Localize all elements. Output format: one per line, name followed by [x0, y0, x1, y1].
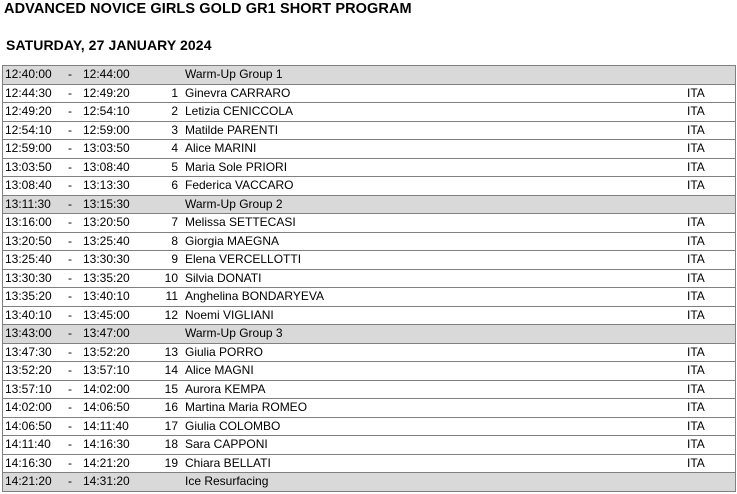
end-time: 13:25:40 [83, 233, 130, 248]
start-number: 5 [171, 159, 178, 174]
skater-name: Giulia COLOMBO [185, 418, 281, 433]
skater-name: Ginevra CARRARO [185, 85, 291, 100]
schedule-skater-row [3, 85, 735, 104]
start-number: 18 [164, 437, 178, 451]
start-time: 12:59:00 [5, 141, 52, 155]
skater-name: Letizia CENICCOLA [185, 104, 294, 118]
time-separator: - [68, 141, 72, 155]
start-time: 13:40:10 [5, 307, 52, 322]
time-separator: - [68, 474, 72, 488]
schedule-skater-row [3, 362, 735, 381]
document-title: ADVANCED NOVICE GIRLS GOLD GR1 SHORT PROGRAM [4, 1, 412, 17]
end-time: 13:20:50 [83, 215, 130, 229]
time-separator: - [68, 418, 72, 433]
schedule-skater-row [3, 214, 735, 233]
skater-name: Alice MARINI [185, 141, 257, 155]
schedule-group-row [3, 66, 735, 85]
start-number: 10 [164, 270, 178, 285]
schedule-skater-row [3, 233, 735, 252]
end-time: 14:06:50 [83, 400, 130, 414]
end-time: 14:02:00 [83, 381, 130, 396]
end-time: 14:31:20 [83, 474, 130, 488]
skater-name: Martina Maria ROMEO [185, 400, 308, 414]
time-separator: - [68, 270, 72, 285]
end-time: 14:16:30 [83, 437, 130, 451]
nation-code: ITA [687, 400, 705, 414]
time-separator: - [68, 381, 72, 396]
end-time: 13:13:30 [83, 178, 130, 192]
start-time: 12:49:20 [5, 104, 52, 118]
schedule-skater-row [3, 436, 735, 455]
nation-code: ITA [687, 85, 705, 100]
start-number: 1 [171, 85, 178, 100]
end-time: 13:03:50 [83, 141, 130, 155]
start-number: 15 [164, 381, 178, 396]
time-separator: - [68, 215, 72, 229]
skater-name: Melissa SETTECASI [185, 215, 296, 229]
start-time: 13:52:20 [5, 363, 52, 377]
end-time: 13:08:40 [83, 159, 130, 174]
skater-name: Giulia PORRO [185, 344, 264, 359]
end-time: 13:47:00 [83, 326, 130, 340]
nation-code: ITA [687, 122, 705, 137]
start-time: 13:43:00 [5, 326, 52, 340]
group-label: Warm-Up Group 1 [185, 67, 283, 81]
schedule-skater-row [3, 177, 735, 196]
start-time: 14:06:50 [5, 418, 52, 433]
end-time: 12:44:00 [83, 67, 130, 81]
time-separator: - [68, 326, 72, 340]
schedule-skater-row [3, 455, 735, 474]
schedule-table [2, 65, 736, 492]
start-number: 8 [171, 233, 178, 248]
nation-code: ITA [687, 104, 705, 118]
start-number: 11 [165, 289, 178, 303]
skater-name: Matilde PARENTI [185, 122, 279, 137]
end-time: 12:49:20 [83, 85, 130, 100]
schedule-skater-row [3, 122, 735, 141]
end-time: 13:40:10 [83, 289, 130, 303]
time-separator: - [68, 233, 72, 248]
time-separator: - [68, 196, 72, 211]
schedule-group-row [3, 473, 735, 492]
start-time: 14:21:20 [5, 474, 52, 488]
time-separator: - [68, 178, 72, 192]
schedule-skater-row [3, 418, 735, 437]
skater-name: Aurora KEMPA [185, 381, 266, 396]
schedule-skater-row [3, 251, 735, 270]
nation-code: ITA [687, 437, 705, 451]
start-number: 4 [171, 141, 178, 155]
time-separator: - [68, 307, 72, 322]
start-time: 13:16:00 [5, 215, 52, 229]
start-time: 13:20:50 [5, 233, 52, 248]
end-time: 13:30:30 [83, 252, 130, 266]
start-number: 6 [171, 178, 178, 192]
start-time: 13:35:20 [5, 289, 52, 303]
start-number: 19 [164, 455, 178, 470]
group-label: Ice Resurfacing [185, 474, 269, 488]
skater-name: Maria Sole PRIORI [185, 159, 288, 174]
start-time: 14:16:30 [5, 455, 52, 470]
time-separator: - [68, 159, 72, 174]
schedule-skater-row [3, 288, 735, 307]
time-separator: - [68, 289, 72, 303]
time-separator: - [68, 67, 72, 81]
event-date: SATURDAY, 27 JANUARY 2024 [6, 37, 212, 53]
start-number: 14 [164, 363, 178, 377]
start-number: 17 [164, 418, 178, 433]
time-separator: - [68, 363, 72, 377]
skater-name: Giorgia MAEGNA [185, 233, 280, 248]
start-time: 13:57:10 [5, 381, 52, 396]
end-time: 13:15:30 [83, 196, 130, 211]
start-number: 9 [171, 252, 178, 266]
time-separator: - [68, 122, 72, 137]
time-separator: - [68, 400, 72, 414]
group-label: Warm-Up Group 2 [185, 196, 283, 211]
nation-code: ITA [687, 215, 705, 229]
start-number: 3 [171, 122, 178, 137]
end-time: 12:59:00 [83, 122, 130, 137]
start-time: 13:30:30 [5, 270, 52, 285]
nation-code: ITA [687, 363, 705, 377]
end-time: 14:11:40 [83, 418, 129, 433]
start-time: 14:11:40 [5, 437, 51, 451]
nation-code: ITA [687, 381, 705, 396]
nation-code: ITA [687, 159, 705, 174]
nation-code: ITA [687, 233, 705, 248]
schedule-skater-row [3, 140, 735, 159]
time-separator: - [68, 344, 72, 359]
skater-name: Alice MAGNI [185, 363, 254, 377]
time-separator: - [68, 85, 72, 100]
time-separator: - [68, 455, 72, 470]
schedule-skater-row [3, 344, 735, 363]
skater-name: Chiara BELLATI [185, 455, 271, 470]
time-separator: - [68, 104, 72, 118]
schedule-group-row [3, 196, 735, 215]
nation-code: ITA [687, 270, 705, 285]
nation-code: ITA [687, 455, 705, 470]
time-separator: - [68, 252, 72, 266]
nation-code: ITA [687, 418, 705, 433]
nation-code: ITA [687, 344, 705, 359]
end-time: 12:54:10 [83, 104, 130, 118]
start-time: 13:25:40 [5, 252, 52, 266]
start-number: 2 [171, 104, 178, 118]
end-time: 13:52:20 [83, 344, 130, 359]
group-label: Warm-Up Group 3 [185, 326, 283, 340]
start-time: 13:03:50 [5, 159, 52, 174]
nation-code: ITA [687, 252, 705, 266]
end-time: 13:35:20 [83, 270, 130, 285]
start-time: 13:11:30 [5, 196, 51, 211]
schedule-skater-row [3, 270, 735, 289]
start-time: 13:47:30 [5, 344, 52, 359]
start-time: 12:54:10 [5, 122, 52, 137]
start-number: 16 [164, 400, 178, 414]
start-number: 12 [164, 307, 178, 322]
start-time: 13:08:40 [5, 178, 52, 192]
nation-code: ITA [687, 178, 705, 192]
nation-code: ITA [687, 289, 705, 303]
start-time: 12:44:30 [5, 85, 52, 100]
skater-name: Sara CAPPONI [185, 437, 268, 451]
skater-name: Silvia DONATI [185, 270, 262, 285]
end-time: 13:45:00 [83, 307, 130, 322]
start-number: 7 [171, 215, 178, 229]
start-time: 14:02:00 [5, 400, 52, 414]
schedule-skater-row [3, 159, 735, 178]
skater-name: Noemi VIGLIANI [185, 307, 274, 322]
nation-code: ITA [687, 307, 705, 322]
schedule-skater-row [3, 399, 735, 418]
skater-name: Anghelina BONDARYEVA [185, 289, 324, 303]
time-separator: - [68, 437, 72, 451]
schedule-skater-row [3, 307, 735, 326]
schedule-skater-row [3, 103, 735, 122]
schedule-group-row [3, 325, 735, 344]
start-number: 13 [164, 344, 178, 359]
end-time: 13:57:10 [83, 363, 130, 377]
end-time: 14:21:20 [83, 455, 130, 470]
start-time: 12:40:00 [5, 67, 52, 81]
schedule-skater-row [3, 381, 735, 400]
skater-name: Federica VACCARO [185, 178, 294, 192]
skater-name: Elena VERCELLOTTI [185, 252, 302, 266]
nation-code: ITA [687, 141, 705, 155]
